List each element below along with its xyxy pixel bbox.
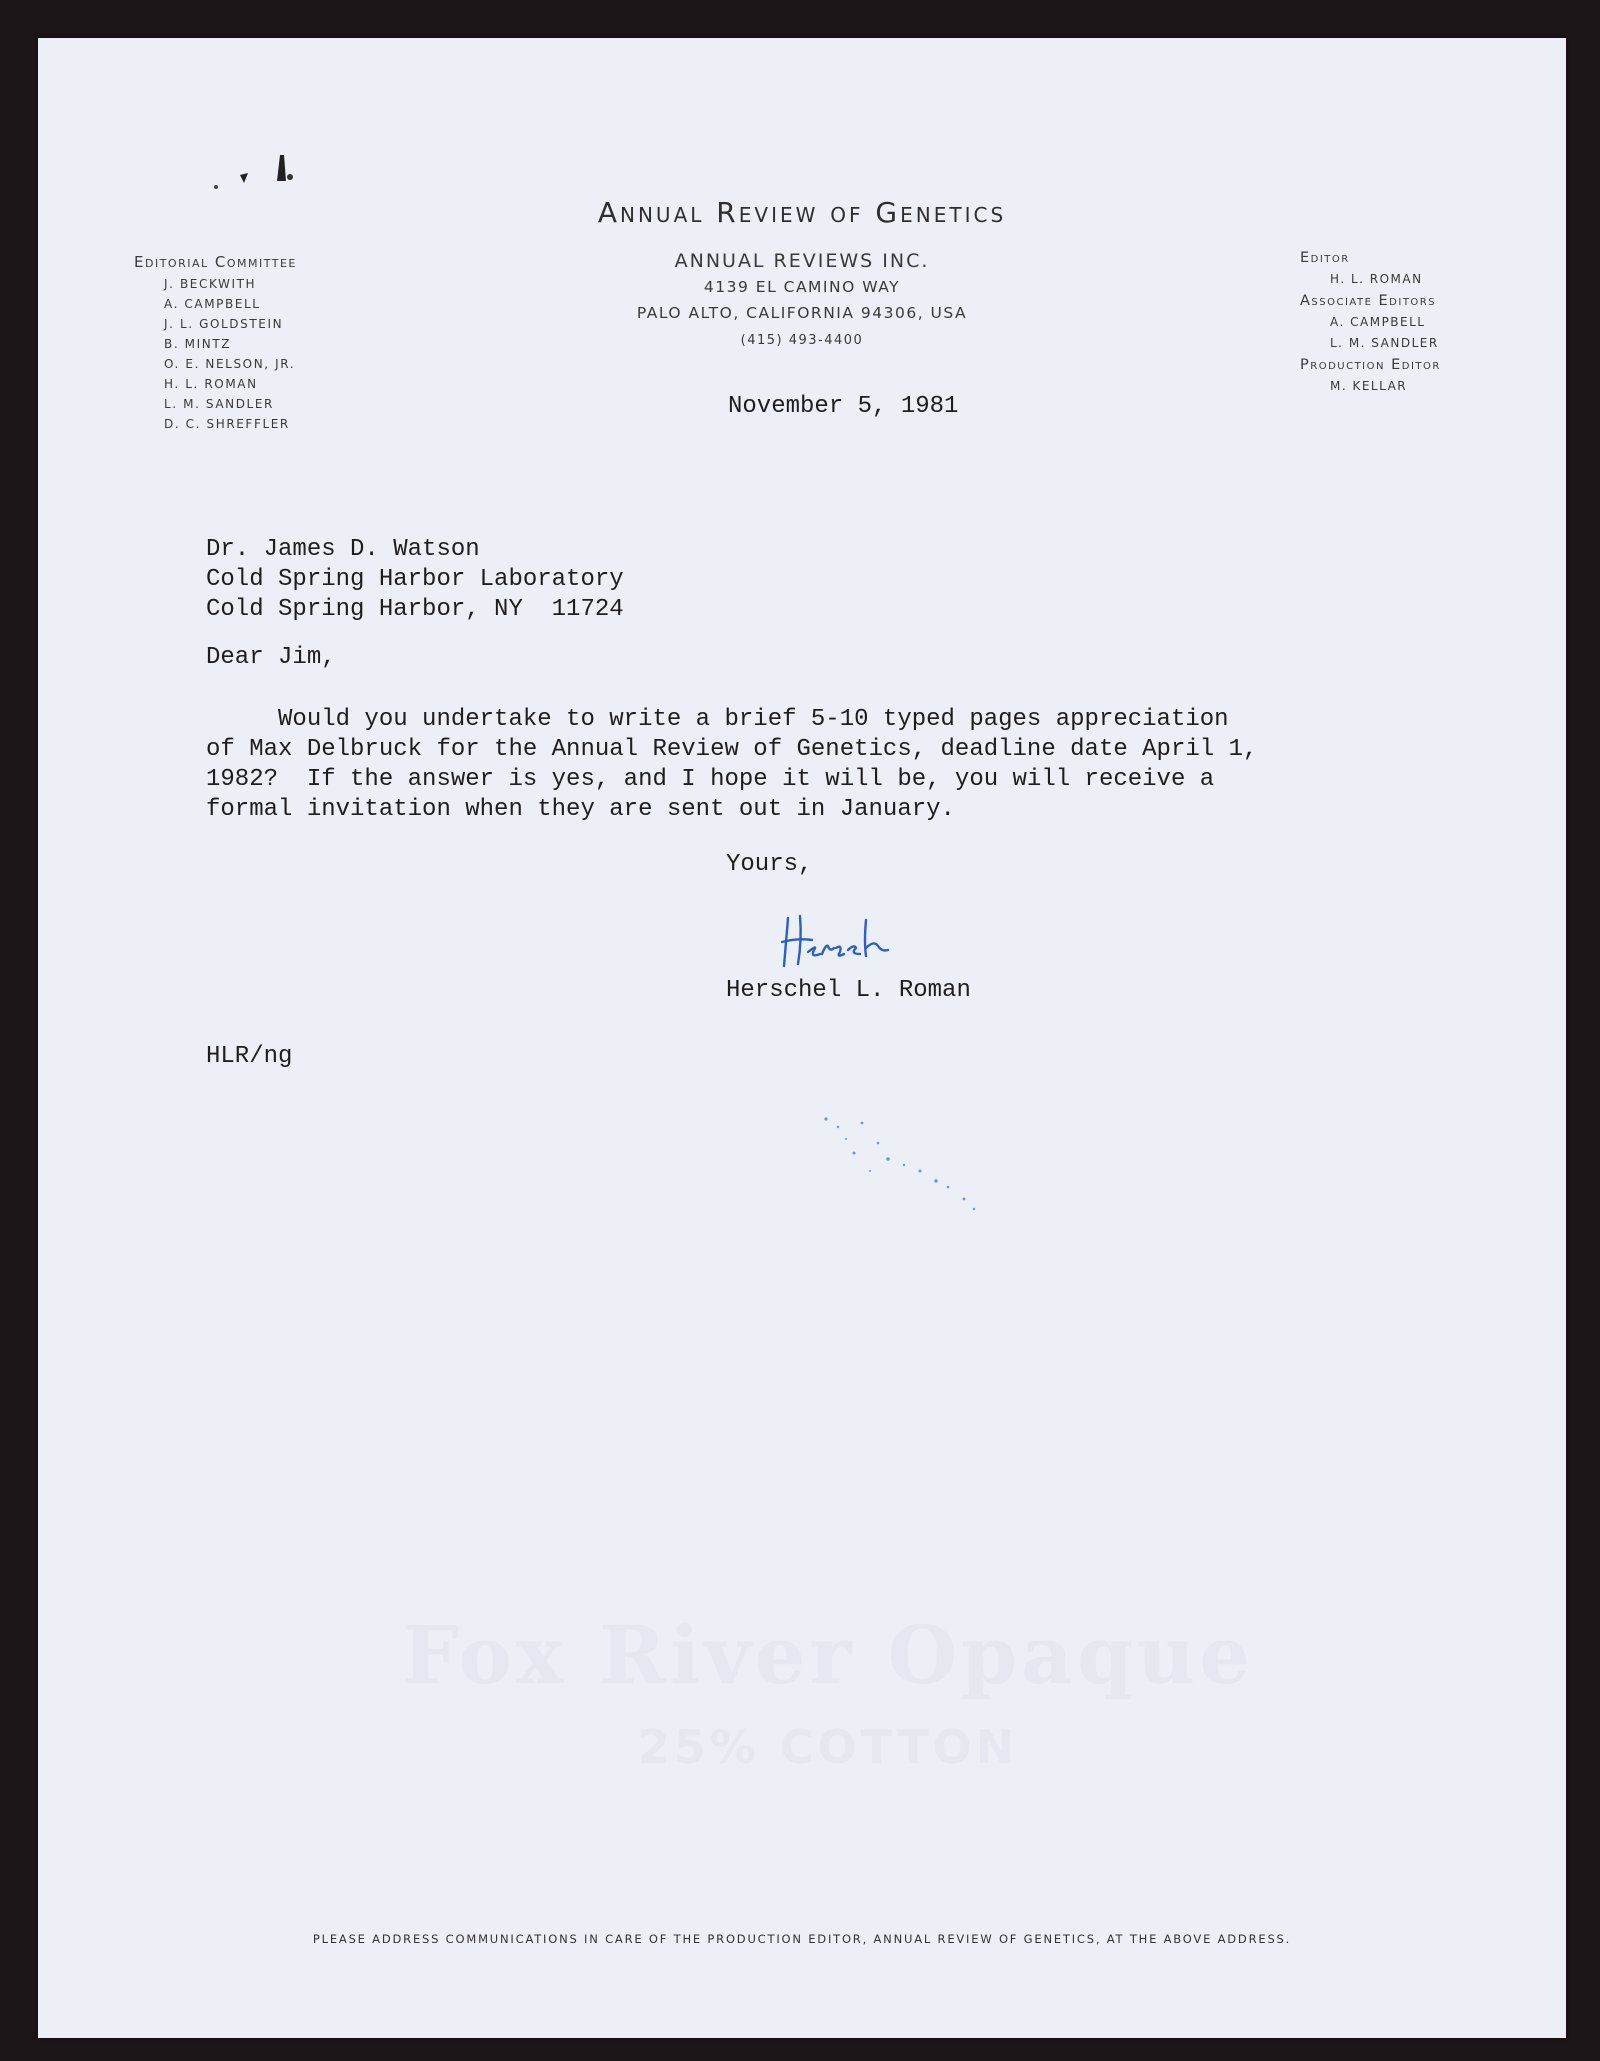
committee-member: J. L. GOLDSTEIN — [164, 317, 284, 331]
recipient-line: Cold Spring Harbor Laboratory — [206, 566, 624, 593]
letter-page — [38, 38, 1566, 2038]
production-editor-heading: Production Editor — [1300, 357, 1441, 373]
committee-member: B. MINTZ — [164, 337, 232, 351]
handwritten-signature — [778, 908, 908, 978]
committee-member: J. BECKWITH — [164, 277, 257, 291]
committee-member: A. CAMPBELL — [164, 297, 261, 311]
editor-name: H. L. ROMAN — [1330, 272, 1423, 286]
paper-watermark — [38, 1613, 1566, 1793]
city-address: PALO ALTO, CALIFORNIA 94306, USA — [636, 304, 968, 322]
footer-note: PLEASE ADDRESS COMMUNICATIONS IN CARE OF THE PRODUCTION EDITOR, ANNUAL REVIEW OF GENETICS, AT THE ABOVE ADDRESS. — [312, 1932, 1292, 1946]
salutation: Dear Jim, — [206, 644, 336, 671]
committee-member: O. E. NELSON, JR. — [164, 357, 296, 371]
body-line: formal invitation when they are sent out in January. — [206, 796, 955, 823]
recipient-address — [206, 535, 624, 625]
closing: Yours, — [726, 851, 813, 878]
associate-editor-name: A. CAMPBELL — [1330, 315, 1426, 329]
editors-list — [1300, 247, 1441, 397]
recipient-line: Dr. James D. Watson — [206, 536, 480, 563]
journal-title: Annual Review of Genetics — [597, 196, 1007, 229]
associate-editors-heading: Associate Editors — [1300, 293, 1437, 309]
phone-number: (415) 493-4400 — [740, 333, 864, 348]
committee-member: H. L. ROMAN — [164, 377, 258, 391]
editor-heading: Editor — [1300, 250, 1350, 266]
body-line: of Max Delbruck for the Annual Review of Genetics, deadline date April 1, — [206, 736, 1258, 763]
associate-editor-name: L. M. SANDLER — [1330, 336, 1439, 350]
recipient-line: Cold Spring Harbor, NY 11724 — [206, 596, 624, 623]
committee-member: L. M. SANDLER — [164, 397, 274, 411]
ink-speckles — [818, 1113, 1018, 1223]
typist-initials: HLR/ng — [206, 1043, 293, 1070]
letter-body — [206, 705, 1257, 825]
watermark-line1: Fox River Opaque — [401, 1613, 1255, 1702]
body-line: 1982? If the answer is yes, and I hope it will be, you will receive a — [206, 766, 1215, 793]
watermark-line2: 25% COTTON — [637, 1720, 1019, 1774]
street-address: 4139 EL CAMINO WAY — [703, 278, 901, 296]
production-editor-name: M. KELLAR — [1330, 379, 1408, 393]
committee-heading: Editorial Committee — [134, 253, 297, 271]
signer-name: Herschel L. Roman — [726, 977, 971, 1004]
committee-member: D. C. SHREFFLER — [164, 417, 290, 431]
body-line: Would you undertake to write a brief 5-10 typed pages appreciation — [206, 706, 1229, 733]
publisher-name: ANNUAL REVIEWS INC. — [674, 250, 930, 272]
letter-date: November 5, 1981 — [728, 393, 959, 420]
